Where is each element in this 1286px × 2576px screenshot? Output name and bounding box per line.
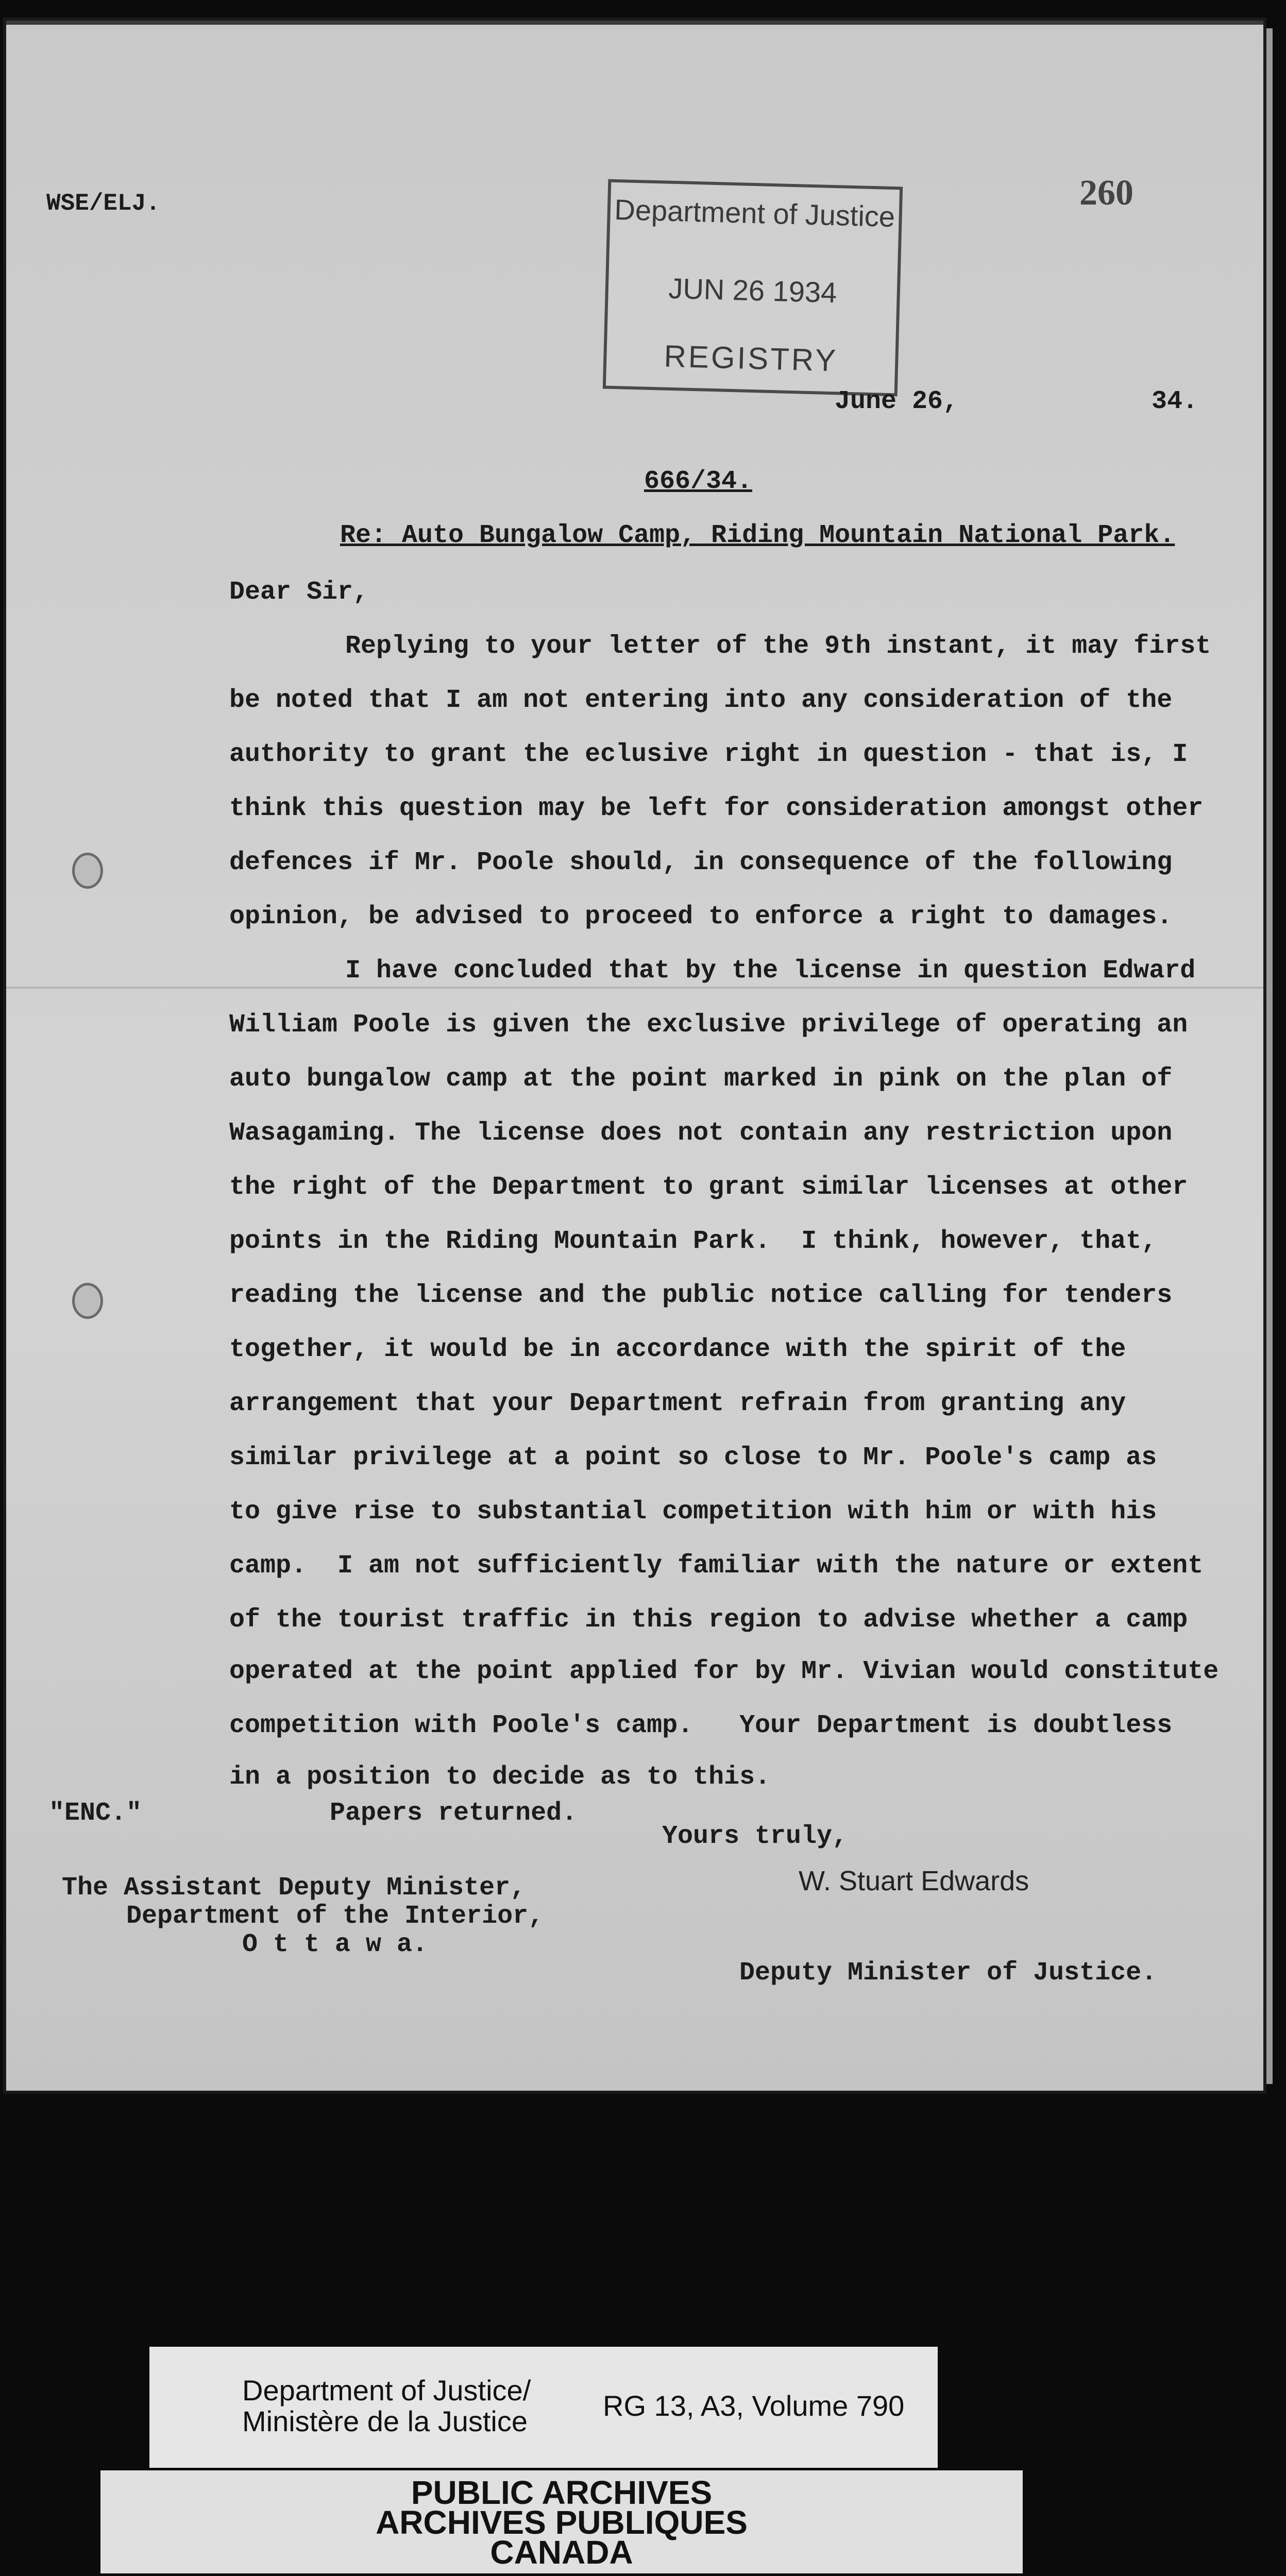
record-group-reference: RG 13, A3, Volume 790 [603,2389,905,2422]
letter-date-year: 34. [1152,387,1198,416]
subject-line: Re: Auto Bungalow Camp, Riding Mountain National Park. [340,521,1175,550]
body-line: operated at the point applied for by Mr. Vivian would constitute [229,1657,1219,1686]
signature: W. Stuart Edwards [799,1866,1029,1896]
public-archives-stamp [100,2470,1023,2573]
addressee-line: O t t a w a. [242,1930,428,1959]
body-line: be noted that I am not entering into any consideration of the [229,686,1173,715]
letter-date: June 26, [835,387,959,416]
body-line: similar privilege at a point so close to Mr. Poole's camp as [229,1443,1157,1472]
punch-hole-upper [72,853,103,889]
body-line: together, it would be in accordance with the spirit of the [229,1335,1126,1364]
body-line: to give rise to substantial competition with him or with his [229,1497,1157,1527]
body-line: the right of the Department to grant similar licenses at other [229,1173,1188,1202]
archive-reference-label [149,2347,938,2468]
stamp-date: JUN 26 1934 [668,272,838,309]
body-line: Replying to your letter of the 9th instant, it may first [345,632,1211,661]
body-line: points in the Riding Mountain Park. I think, however, that, [229,1227,1157,1256]
page-fold [6,987,1263,989]
reference-initials: WSE/ELJ. [46,190,160,217]
archives-line-english: PUBLIC ARCHIVES [411,2474,713,2511]
body-line: arrangement that your Department refrain from granting any [229,1389,1126,1418]
signer-title: Deputy Minister of Justice. [739,1958,1157,1988]
body-line: Wasagaming. The license does not contain any restriction upon [229,1118,1173,1148]
archives-line-french: ARCHIVES PUBLIQUES [376,2504,748,2541]
archives-line-country: CANADA [490,2534,633,2571]
body-line: think this question may be left for consideration amongst other [229,794,1204,823]
department-label-line2: Ministère de la Justice [242,2405,528,2437]
enclosure-note: "ENC." [49,1799,142,1828]
body-line: opinion, be advised to proceed to enforce a right to damages. [229,902,1173,931]
closing: Yours truly, [662,1822,848,1851]
addressee-line: The Assistant Deputy Minister, [62,1873,526,1903]
department-label-line1: Department of Justice/ [242,2374,531,2406]
body-line: camp. I am not sufficiently familiar with the nature or extent [229,1551,1204,1581]
punch-hole-lower [72,1283,103,1319]
body-line: authority to grant the eclusive right in question - that is, I [229,740,1188,769]
stamp-department: Department of Justice [614,193,895,233]
body-line: auto bungalow camp at the point marked in pink on the plan of [229,1064,1173,1094]
stamp-registry: REGISTRY [663,338,839,378]
body-line: reading the license and the public notice calling for tenders [229,1281,1173,1310]
body-line: William Poole is given the exclusive privilege of operating an [229,1010,1188,1040]
registry-stamp [603,179,903,397]
page-number: 260 [1079,173,1133,213]
addressee-line: Department of the Interior, [126,1902,544,1931]
salutation: Dear Sir, [229,578,369,607]
body-line: competition with Poole's camp. Your Department is doubtless [229,1711,1173,1740]
body-line: defences if Mr. Poole should, in consequence of the following [229,848,1173,877]
file-number: 666/34. [644,467,753,496]
body-line: I have concluded that by the license in question Edward [345,956,1196,986]
papers-returned: Papers returned. [330,1799,578,1828]
body-line: of the tourist traffic in this region to advise whether a camp [229,1605,1188,1635]
body-line: in a position to decide as to this. [229,1762,771,1792]
